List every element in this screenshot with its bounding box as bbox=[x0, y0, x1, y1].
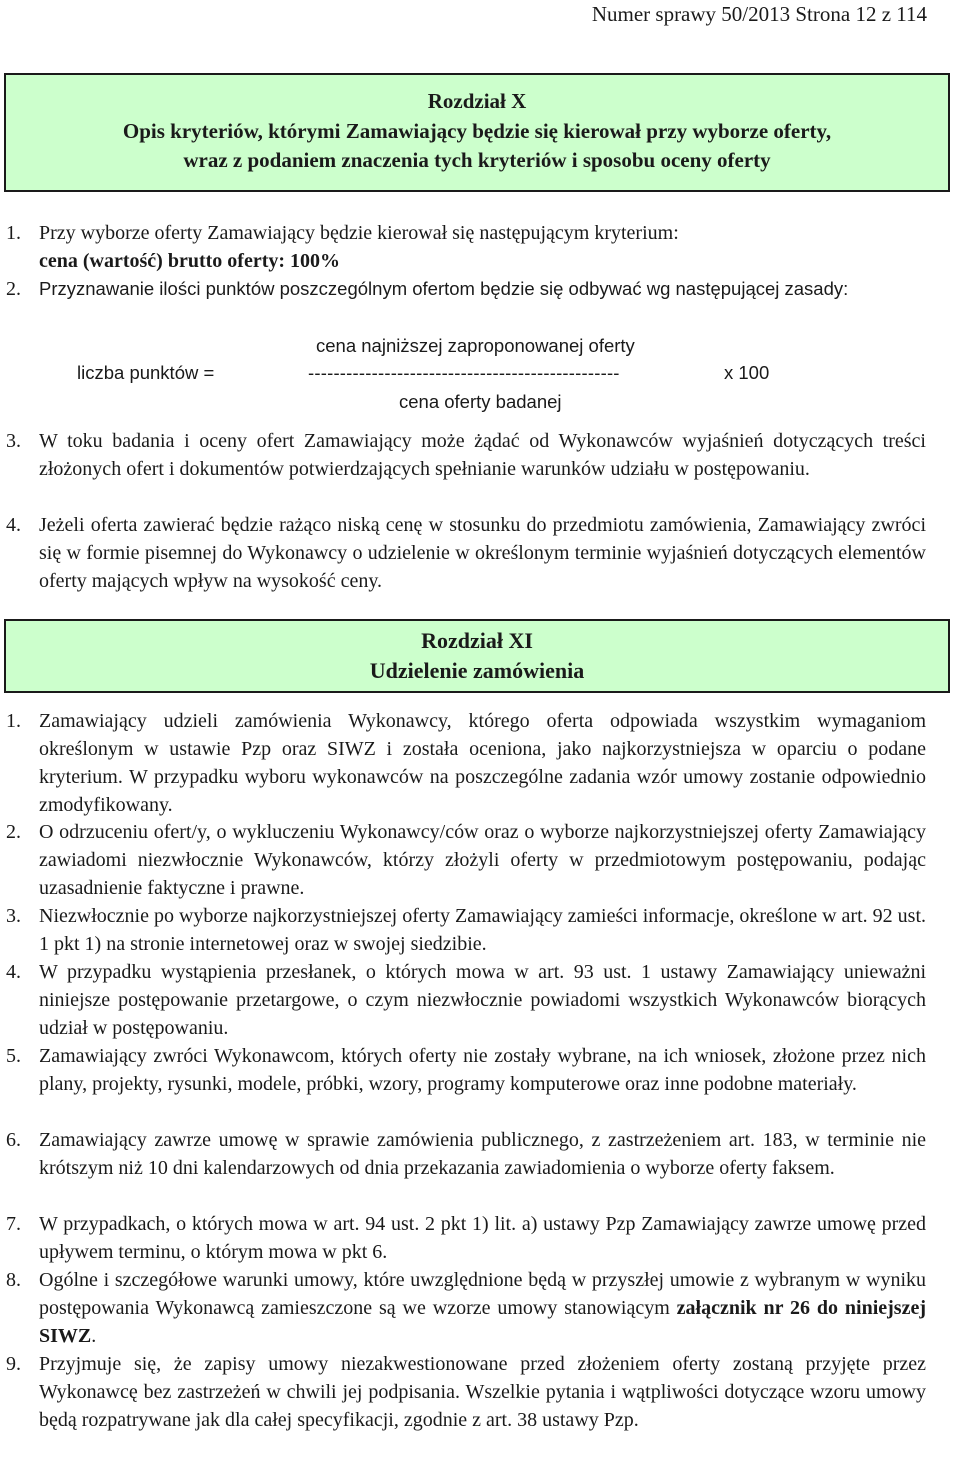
item-number: 1. bbox=[6, 710, 21, 732]
item-text-tail: . bbox=[91, 1325, 97, 1347]
chapter-11-item-6 bbox=[6, 1126, 926, 1182]
item-number: 3. bbox=[6, 905, 21, 927]
item-text: W przypadku wystąpienia przesłanek, o których mowa w art. 93 ust. 1 ustawy Zamawiający unieważni niniejsze postępowanie przetargowe, o czym niezwłocznie powiadomi wszystkich Wykonawców biorących udział w postępowaniu. bbox=[39, 961, 926, 1039]
criterion-bold: cena (wartość) brutto oferty: 100% bbox=[39, 250, 341, 272]
chapter-10-item-4 bbox=[6, 511, 926, 595]
item-number: 1. bbox=[6, 222, 21, 244]
item-number: 9. bbox=[6, 1353, 21, 1375]
attachment-reference: załącznik nr 26 do niniejszej SIWZ bbox=[39, 1297, 926, 1347]
page-header: Numer sprawy 50/2013 Strona 12 z 114 bbox=[591, 2, 927, 26]
chapter-10-title: Rozdział X bbox=[427, 89, 527, 113]
chapter-10-heading-box bbox=[4, 73, 950, 192]
item-number: 5. bbox=[6, 1045, 21, 1067]
item-number: 4. bbox=[6, 514, 21, 536]
chapter-11-subtitle: Udzielenie zamówienia bbox=[369, 658, 585, 683]
chapter-11-item-2 bbox=[6, 818, 926, 902]
chapter-11-heading-box bbox=[4, 619, 950, 693]
item-number: 2. bbox=[6, 821, 21, 843]
chapter-10-item-3 bbox=[6, 427, 926, 483]
item-text: Zamawiający zawrze umowę w sprawie zamówienia publicznego, z zastrzeżeniem art. 183, w terminie nie krótszym niż 10 dni kalendarzowych od dnia przekazania zawiadomienia o wyborze oferty faksem. bbox=[39, 1129, 926, 1179]
chapter-11-item-1 bbox=[6, 707, 926, 819]
chapter-10-subtitle-line-2: wraz z podaniem znaczenia tych kryteriów i sposobu oceny oferty bbox=[183, 148, 771, 172]
chapter-11-item-9 bbox=[6, 1350, 926, 1434]
chapter-11-item-5 bbox=[6, 1042, 926, 1098]
item-text: Przyznawanie ilości punktów poszczególnym ofertom będzie się odbywać wg następującej zasady: bbox=[39, 278, 849, 299]
item-text: Niezwłocznie po wyborze najkorzystniejszej oferty Zamawiający zamieści informacje, określone w art. 92 ust. 1 pkt 1) na stronie internetowej oraz w swojej siedzibie. bbox=[39, 905, 926, 955]
item-text: Zamawiający udzieli zamówienia Wykonawcy, którego oferta odpowiada wszystkim wymaganiom określonym w ustawie Pzp oraz SIWZ i została oceniona, jako najkorzystniejsza w oparciu o podane kryterium. W przypadku wyboru wykonawców na poszczególne zadania wzór umowy zostanie odpowiednio zmodyfikowany. bbox=[39, 710, 926, 816]
formula-lhs: liczba punktów = bbox=[77, 362, 215, 383]
formula-fraction-line: ------------------------------------------------- bbox=[308, 362, 620, 383]
chapter-11-title: Rozdział XI bbox=[421, 628, 533, 653]
formula-denominator: cena oferty badanej bbox=[399, 391, 562, 412]
formula-numerator: cena najniższej zaproponowanej oferty bbox=[316, 335, 635, 356]
formula-multiplier: x 100 bbox=[724, 362, 770, 383]
chapter-10-subtitle-line-1: Opis kryteriów, którymi Zamawiający będzie się kierował przy wyborze oferty, bbox=[122, 118, 832, 143]
chapter-11-item-4 bbox=[6, 958, 926, 1042]
item-text-main: Ogólne i szczegółowe warunki umowy, które uwzględnione będą w przyszłej umowie z wybranym w wyniku postępowania Wykonawcą zamieszczone są we wzorze umowy stanowiącym bbox=[39, 1269, 926, 1319]
item-text bbox=[39, 1266, 926, 1350]
chapter-10-item-1 bbox=[6, 219, 926, 275]
item-number: 7. bbox=[6, 1213, 21, 1235]
item-number: 8. bbox=[6, 1269, 21, 1291]
item-number: 6. bbox=[6, 1129, 21, 1151]
item-text: Przyjmuje się, że zapisy umowy niezakwestionowane przed złożeniem oferty zostaną przyjęte przez Wykonawcę bez zastrzeżeń w chwili jej podpisania. Wszelkie pytania i wątpliwości dotyczące wzoru umowy będą rozpatrywane jak dla całej specyfikacji, zgodnie z art. 38 ustawy Pzp. bbox=[39, 1353, 926, 1431]
chapter-11-item-8 bbox=[6, 1266, 926, 1350]
item-text: Zamawiający zwróci Wykonawcom, których oferty nie zostały wybrane, na ich wniosek, złożone przez nich plany, projekty, rysunki, modele, próbki, wzory, programy komputerowe oraz inne podobne materiały. bbox=[39, 1045, 926, 1095]
item-text: Przy wyborze oferty Zamawiający będzie kierował się następującym kryterium: bbox=[39, 222, 679, 244]
item-text: W toku badania i oceny ofert Zamawiający może żądać od Wykonawców wyjaśnień dotyczących treści złożonych ofert i dokumentów potwierdzających spełnianie warunków udziału w postępowaniu. bbox=[39, 430, 926, 480]
chapter-10-item-2 bbox=[6, 275, 926, 303]
item-number: 3. bbox=[6, 430, 21, 452]
item-number: 2. bbox=[6, 278, 21, 300]
item-text: O odrzuceniu ofert/y, o wykluczeniu Wykonawcy/ców oraz o wyborze najkorzystniejszej oferty Zamawiający zawiadomi niezwłocznie Wykonawców, którzy złożyli oferty w przedmiotowym postępowaniu, podając uzasadnienie faktyczne i prawne. bbox=[39, 821, 926, 899]
item-number: 4. bbox=[6, 961, 21, 983]
item-text: W przypadkach, o których mowa w art. 94 ust. 2 pkt 1) lit. a) ustawy Pzp Zamawiający zawrze umowę przed upływem terminu, o którym mowa w pkt 6. bbox=[39, 1213, 926, 1263]
chapter-11-item-7 bbox=[6, 1210, 926, 1266]
chapter-11-item-3 bbox=[6, 902, 926, 958]
item-text: Jeżeli oferta zawierać będzie rażąco niską cenę w stosunku do przedmiotu zamówienia, Zamawiający zwróci się w formie pisemnej do Wykonawcy o udzielenie w określonym terminie wyjaśnień dotyczących elementów oferty mających wpływ na wysokość ceny. bbox=[39, 514, 926, 592]
